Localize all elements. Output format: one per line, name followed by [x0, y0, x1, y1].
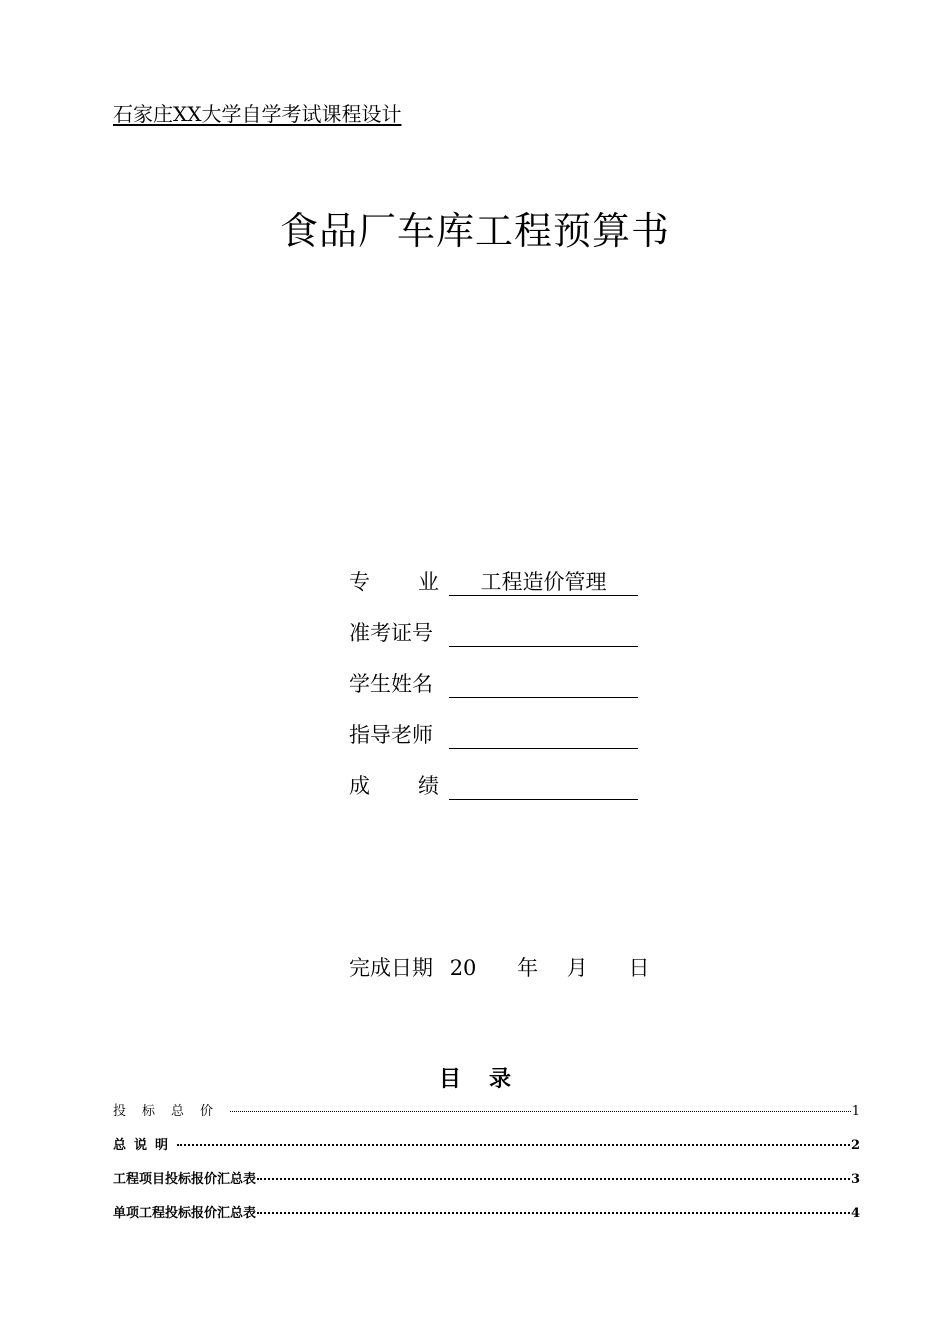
toc-item-page: 1: [851, 1104, 860, 1119]
toc-item-label: 工程项目投标报价汇总表: [113, 1172, 257, 1187]
table-of-contents: [113, 1100, 860, 1236]
major-value: 工程造价管理: [449, 569, 638, 596]
advisor-row: [349, 719, 638, 749]
student-name-blank: [449, 671, 638, 698]
toc-title: 目录: [438, 1067, 539, 1092]
toc-item[interactable]: [113, 1168, 860, 1202]
toc-item-label: 投标总价: [113, 1104, 230, 1119]
exam-id-row: [349, 617, 638, 647]
student-name-row: [349, 668, 638, 698]
toc-item-label: 总说明: [113, 1138, 177, 1153]
toc-item-page: 4: [850, 1206, 860, 1221]
completion-year: 年: [517, 956, 539, 980]
document-title: 食品厂车库工程预算书: [279, 209, 670, 253]
student-name-label: 学生姓名: [349, 672, 433, 696]
completion-month: 月: [566, 956, 588, 980]
major-label: 专 业: [349, 570, 439, 594]
advisor-blank: [449, 722, 638, 749]
completion-day: 日: [628, 956, 650, 980]
toc-item-page: 2: [850, 1138, 860, 1153]
grade-blank: [449, 773, 638, 800]
completion-year-prefix: 20: [449, 956, 477, 980]
toc-item[interactable]: [113, 1100, 860, 1134]
toc-leader-dots: [230, 1111, 851, 1112]
completion-date: [349, 952, 649, 982]
toc-leader-dots: [257, 1178, 850, 1180]
toc-item[interactable]: [113, 1134, 860, 1168]
course-design-header: 石家庄XX大学自学考试课程设计: [113, 102, 402, 126]
advisor-label: 指导老师: [349, 723, 433, 747]
grade-label: 成 绩: [349, 774, 439, 798]
toc-item-label: 单项工程投标报价汇总表: [113, 1206, 257, 1221]
toc-item[interactable]: [113, 1202, 860, 1236]
toc-leader-dots: [177, 1144, 850, 1146]
toc-leader-dots: [257, 1212, 850, 1214]
grade-row: [349, 770, 638, 800]
toc-item-page: 3: [850, 1172, 860, 1187]
exam-id-blank: [449, 620, 638, 647]
completion-date-label: 完成日期: [349, 956, 433, 980]
major-row: [349, 566, 638, 596]
exam-id-label: 准考证号: [349, 621, 433, 645]
